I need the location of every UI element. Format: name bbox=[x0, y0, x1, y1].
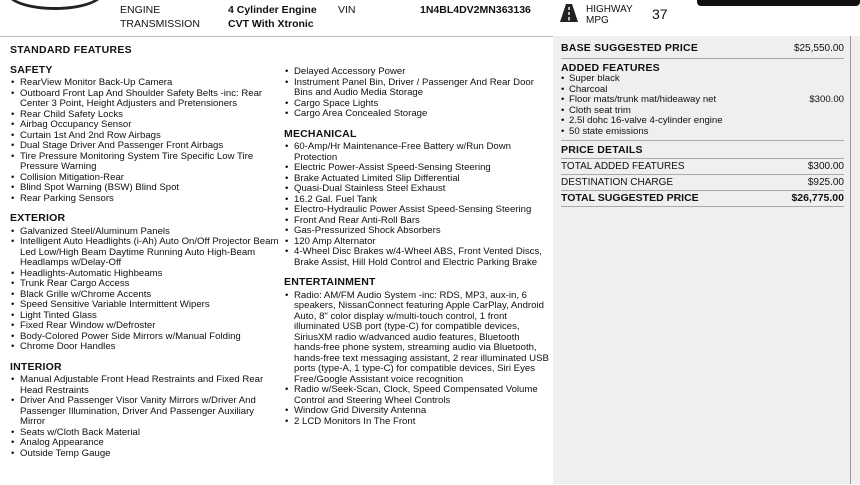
list-item: • Rear Parking Sensors bbox=[10, 194, 280, 205]
total-added-label: TOTAL ADDED FEATURES bbox=[561, 161, 685, 172]
pricing-content bbox=[561, 40, 844, 208]
highway-label: HIGHWAY bbox=[586, 4, 633, 15]
standard-features-title: STANDARD FEATURES bbox=[10, 44, 132, 56]
list-item: • Gas-Pressurized Shock Absorbers bbox=[284, 226, 549, 237]
list-item: • Driver And Passenger Visor Vanity Mirrors w/Driver And Passenger Illumination, Driver And Passenger Auxiliary Mirror bbox=[10, 396, 280, 428]
list-item: • Radio: AM/FM Audio System -inc: RDS, MP3, aux-in, 6 speakers, NissanConnect featuring Apple CarPlay, Android Auto, 8" color display w/multi-touch control, 1 front illuminated USB port (type-C) for compatible devices, SiriusXM radio w/advanced audio features, Bluetooth hands-free phone system, streaming audio via Bluetooth, hands-free text messaging assistant, 2 rear illuminated USB ports (type-A, 1 type-C) for compatible devices, Siri Eyes Free/Google Assistant voice recognition bbox=[284, 291, 549, 386]
destination-row bbox=[561, 176, 844, 189]
list-item: • Quasi-Dual Stainless Steel Exhaust bbox=[284, 184, 549, 195]
entertainment-list bbox=[284, 291, 549, 428]
highway-mpg-value: 37 bbox=[652, 6, 668, 22]
list-item: • Electro-Hydraulic Power Assist Speed-Sensing Steering bbox=[284, 205, 549, 216]
list-item: • Brake Actuated Limited Slip Differential bbox=[284, 174, 549, 185]
safety-list bbox=[10, 78, 280, 204]
entertainment-title: ENTERTAINMENT bbox=[284, 276, 376, 288]
mechanical-title: MECHANICAL bbox=[284, 127, 357, 140]
header-black-tab bbox=[697, 0, 860, 6]
list-item: • Delayed Accessory Power bbox=[284, 67, 549, 78]
divider bbox=[561, 158, 844, 159]
list-item: • Chrome Door Handles bbox=[10, 342, 280, 353]
list-item: • Instrument Panel Bin, Driver / Passenger And Rear Door Bins and Audio Media Storage bbox=[284, 78, 549, 99]
added-feature-label: • Cloth seat trim bbox=[569, 104, 631, 116]
added-features-list bbox=[561, 74, 844, 137]
list-item: • Trunk Rear Cargo Access bbox=[10, 279, 280, 290]
list-item: • Collision Mitigation-Rear bbox=[10, 173, 280, 184]
highway-mpg-label bbox=[586, 4, 633, 26]
added-feature-label: • Floor mats/trunk mat/hideaway net bbox=[569, 94, 717, 105]
vin-label: VIN bbox=[338, 4, 356, 16]
list-item: • Fixed Rear Window w/Defroster bbox=[10, 321, 280, 332]
list-item: • RearView Monitor Back-Up Camera bbox=[10, 78, 280, 89]
interior-title: INTERIOR bbox=[10, 360, 62, 373]
features-column-middle bbox=[284, 67, 549, 436]
list-item: • Tire Pressure Monitoring System Tire Specific Low Tire Pressure Warning bbox=[10, 152, 280, 173]
panel-border bbox=[850, 36, 851, 484]
list-item: • 4-Wheel Disc Brakes w/4-Wheel ABS, Front Vented Discs, Brake Assist, Hill Hold Control and Electric Parking Brake bbox=[284, 247, 549, 268]
total-added-value: $300.00 bbox=[807, 161, 844, 172]
brand-logo bbox=[6, 0, 104, 10]
interior-list bbox=[10, 375, 280, 459]
safety-title: SAFETY bbox=[10, 63, 53, 76]
list-item: • Curtain 1st And 2nd Row Airbags bbox=[10, 131, 280, 142]
total-added-row bbox=[561, 160, 844, 173]
transmission-value: CVT With Xtronic bbox=[228, 18, 314, 30]
list-item: • 16.2 Gal. Fuel Tank bbox=[284, 195, 549, 206]
base-price-value: $25,550.00 bbox=[793, 43, 844, 54]
added-features-title: ADDED FEATURES bbox=[561, 62, 660, 74]
list-item: • Cargo Area Concealed Storage bbox=[284, 109, 549, 120]
added-feature-price: $300.00 bbox=[809, 94, 844, 105]
total-price-value: $26,775.00 bbox=[791, 192, 844, 204]
list-item: • Outboard Front Lap And Shoulder Safety Belts -inc: Rear Center 3 Point, Height Adjusters and Pretensioners bbox=[10, 89, 280, 110]
total-price-row bbox=[561, 192, 844, 205]
list-item: • Manual Adjustable Front Head Restraints and Fixed Rear Head Restraints bbox=[10, 375, 280, 396]
divider bbox=[561, 58, 844, 59]
list-item: • Airbag Occupancy Sensor bbox=[10, 120, 280, 131]
added-feature-item bbox=[561, 74, 844, 85]
vin-value: 1N4BL4DV2MN363136 bbox=[420, 4, 531, 16]
list-item: • Rear Child Safety Locks bbox=[10, 110, 280, 121]
list-item: • Electric Power-Assist Speed-Sensing Steering bbox=[284, 163, 549, 174]
total-price-label: TOTAL SUGGESTED PRICE bbox=[561, 192, 699, 204]
list-item: • Body-Colored Power Side Mirrors w/Manual Folding bbox=[10, 332, 280, 343]
list-item: • Cargo Space Lights bbox=[284, 99, 549, 110]
list-item: • Window Grid Diversity Antenna bbox=[284, 406, 549, 417]
engine-value: 4 Cylinder Engine bbox=[228, 4, 317, 16]
list-item: • Black Grille w/Chrome Accents bbox=[10, 290, 280, 301]
mechanical-list bbox=[284, 142, 549, 268]
features-column-left bbox=[10, 45, 280, 468]
list-item: • Seats w/Cloth Back Material bbox=[10, 428, 280, 439]
list-item: • Front And Rear Anti-Roll Bars bbox=[284, 216, 549, 227]
engine-label: ENGINE bbox=[120, 4, 161, 16]
added-feature-label: • Super black bbox=[569, 73, 620, 84]
divider bbox=[561, 190, 844, 191]
list-item: • 2 LCD Monitors In The Front bbox=[284, 417, 549, 428]
pricing-panel bbox=[553, 36, 860, 484]
divider bbox=[561, 140, 844, 141]
exterior-list bbox=[10, 227, 280, 353]
price-details-title: PRICE DETAILS bbox=[561, 144, 643, 156]
list-item: • Light Tinted Glass bbox=[10, 311, 280, 322]
base-price-row bbox=[561, 42, 844, 55]
list-item: • Dual Stage Driver And Passenger Front Airbags bbox=[10, 141, 280, 152]
list-item: • 60-Amp/Hr Maintenance-Free Battery w/Run Down Protection bbox=[284, 142, 549, 163]
added-feature-label: • 2.5l dohc 16-valve 4-cylinder engine bbox=[569, 115, 723, 126]
list-item: • Blind Spot Warning (BSW) Blind Spot bbox=[10, 183, 280, 194]
list-item: • Outside Temp Gauge bbox=[10, 449, 280, 460]
transmission-label: TRANSMISSION bbox=[120, 18, 200, 30]
list-item: • Galvanized Steel/Aluminum Panels bbox=[10, 227, 280, 238]
list-item: • Speed Sensitive Variable Intermittent Wipers bbox=[10, 300, 280, 311]
added-feature-label: • 50 state emissions bbox=[569, 125, 649, 137]
list-item: • Headlights-Automatic Highbeams bbox=[10, 269, 280, 280]
added-feature-item bbox=[561, 116, 844, 127]
list-item: • 120 Amp Alternator bbox=[284, 237, 549, 248]
divider bbox=[561, 174, 844, 175]
exterior-title: EXTERIOR bbox=[10, 212, 66, 224]
list-item: • Intelligent Auto Headlights (i-Ah) Auto On/Off Projector Beam Led Low/High Beam Daytime Running Auto High-Beam Headlamps w/Delay-Off bbox=[10, 237, 280, 269]
divider bbox=[561, 206, 844, 207]
interior-continued-list bbox=[284, 67, 549, 120]
destination-value: $925.00 bbox=[807, 177, 844, 188]
list-item: • Analog Appearance bbox=[10, 438, 280, 449]
header-bar bbox=[0, 0, 860, 36]
list-item: • Radio w/Seek-Scan, Clock, Speed Compensated Volume Control and Steering Wheel Controls bbox=[284, 385, 549, 406]
added-feature-item bbox=[561, 127, 844, 138]
highway-icon bbox=[560, 4, 578, 22]
mpg-label: MPG bbox=[586, 15, 609, 26]
added-feature-label: • Charcoal bbox=[569, 83, 608, 95]
base-price-label: BASE SUGGESTED PRICE bbox=[561, 42, 699, 54]
destination-label: DESTINATION CHARGE bbox=[561, 177, 674, 188]
added-feature-item bbox=[561, 95, 844, 106]
